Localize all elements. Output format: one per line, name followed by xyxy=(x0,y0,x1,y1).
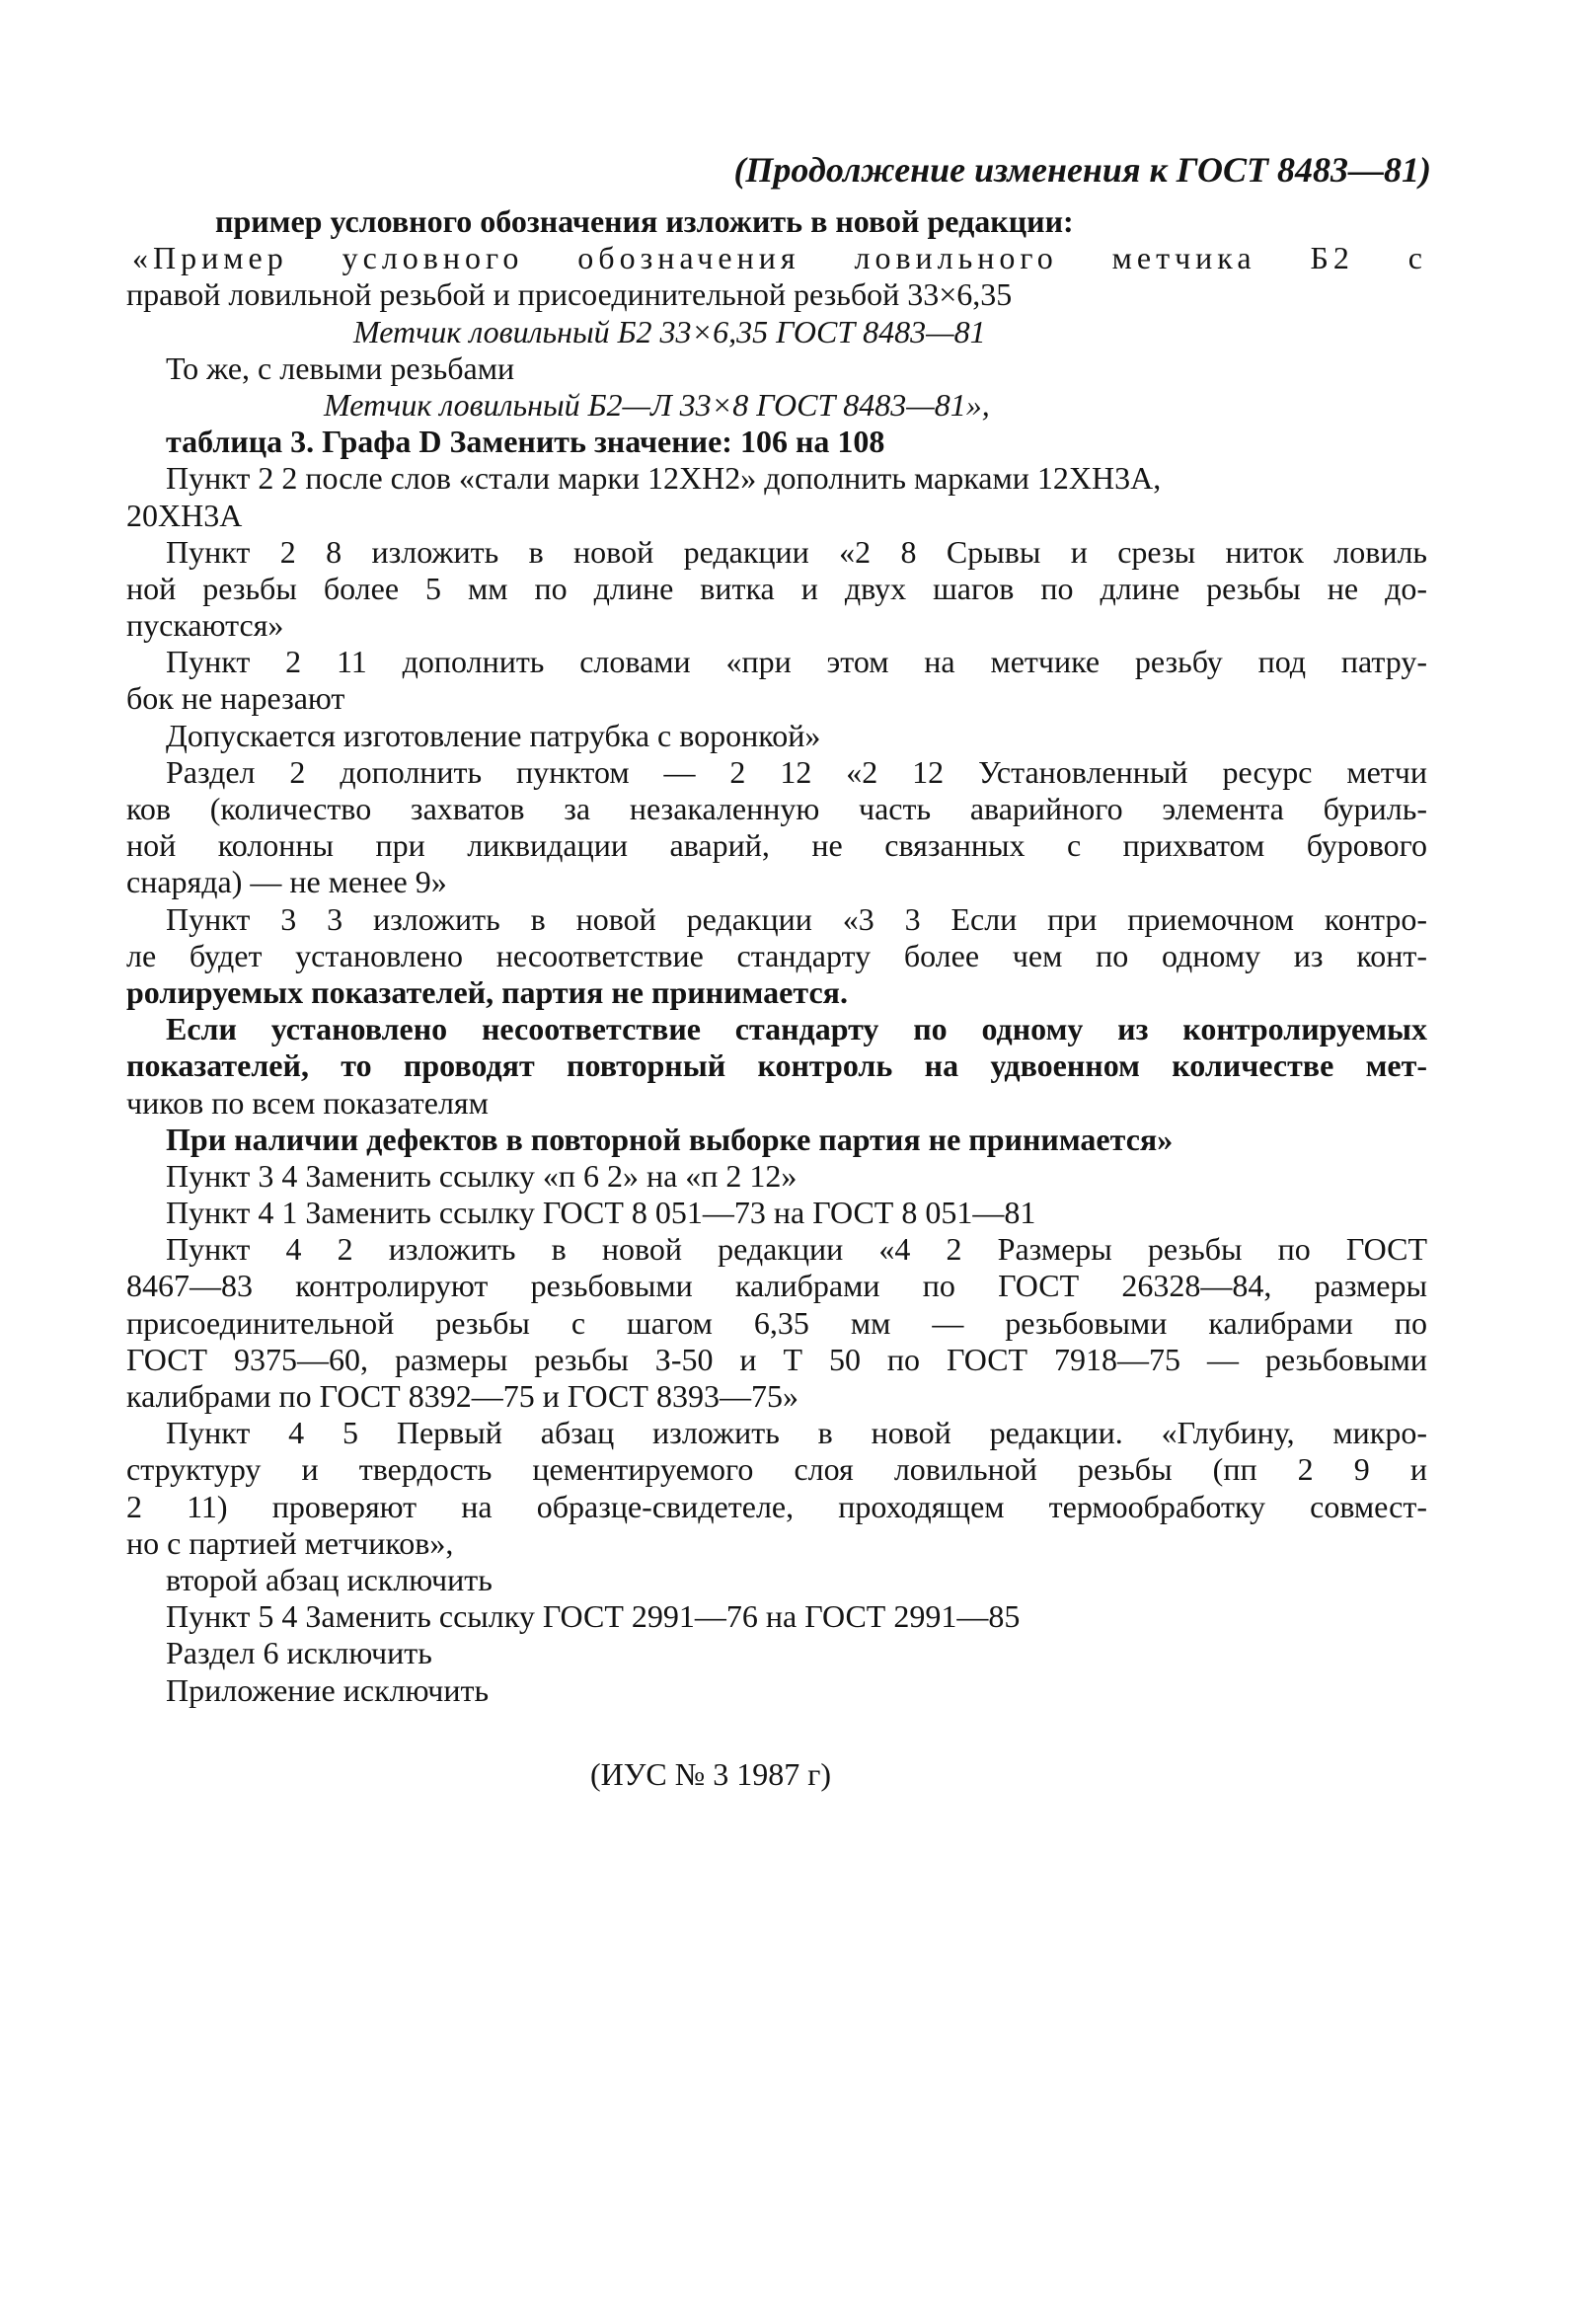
text-line: Пункт 2 2 после слов «стали марки 12ХН2» дополнить марками 12ХН3А, xyxy=(166,460,1162,497)
text-line: Пункт 2 8 изложить в новой редакции «2 8 Срывы и срезы ниток ловиль xyxy=(166,533,1427,570)
text-line: Метчик ловильный Б2 33×6,35 ГОСТ 8483—81 xyxy=(353,313,986,349)
text-line: присоединительной резьбы с шагом 6,35 мм — резьбовыми калибрами по xyxy=(126,1304,1427,1341)
page-header: (Продолжение изменения к ГОСТ 8483—81) xyxy=(733,150,1431,190)
text-line: 2 11) проверяют на образце-свидетеле, проходящем термообработку совмест- xyxy=(126,1488,1427,1524)
page-footer-reference: (ИУС № 3 1987 г) xyxy=(590,1755,832,1792)
text-line: 20ХН3А xyxy=(126,497,243,533)
text-line: чиков по всем показателям xyxy=(126,1084,489,1121)
text-line: второй абзац исключить xyxy=(166,1561,493,1597)
text-line: бок не нарезают xyxy=(126,680,345,717)
text-line: Раздел 2 дополнить пунктом — 2 12 «2 12 Установленный ресурс метчи xyxy=(166,753,1427,790)
text-line: То же, с левыми резьбами xyxy=(166,349,515,386)
text-line: ГОСТ 9375—60, размеры резьбы З-50 и Т 50 по ГОСТ 7918—75 — резьбовыми xyxy=(126,1341,1427,1377)
text-line: Если установлено несоответствие стандарту по одному из контролируемых xyxy=(166,1011,1427,1047)
text-line: ной резьбы более 5 мм по длине витка и двух шагов по длине резьбы не до- xyxy=(126,570,1427,606)
text-line: снаряда) — не менее 9» xyxy=(126,864,447,900)
text-line: показателей, то проводят повторный контроль на удвоенном количестве мет- xyxy=(126,1047,1427,1084)
text-line: пускаются» xyxy=(126,607,284,644)
text-line: При наличии дефектов в повторной выборке партия не принимается» xyxy=(166,1121,1174,1157)
text-line: Пункт 4 2 изложить в новой редакции «4 2 Размеры резьбы по ГОСТ xyxy=(166,1231,1427,1268)
text-line: ков (количество захватов за незакаленную часть аварийного элемента буриль- xyxy=(126,791,1427,826)
text-line: правой ловильной резьбой и присоединительной резьбой 33×6,35 xyxy=(126,276,1013,313)
text-line: Приложение исключить xyxy=(166,1671,490,1708)
text-line: «Пример условного обозначения ловильного метчика Б2 с xyxy=(132,240,1427,276)
text-line: пример условного обозначения изложить в новой редакции: xyxy=(215,203,1074,239)
text-line: ле будет установлено несоответствие стандарту более чем по одному из конт- xyxy=(126,937,1427,973)
text-line: Допускается изготовление патрубка с воронкой» xyxy=(166,717,821,753)
text-line: Раздел 6 исключить xyxy=(166,1635,432,1671)
text-line: ной колонны при ликвидации аварий, не связанных с прихватом бурового xyxy=(126,827,1427,864)
text-line: Пункт 3 4 Заменить ссылку «п 6 2» на «п 2 12» xyxy=(166,1157,798,1194)
text-line: но с партией метчиков», xyxy=(126,1524,454,1561)
text-line: Пункт 4 1 Заменить ссылку ГОСТ 8 051—73 на ГОСТ 8 051—81 xyxy=(166,1195,1036,1231)
text-line: Метчик ловильный Б2—Л 33×8 ГОСТ 8483—81», xyxy=(324,386,990,423)
text-line: 8467—83 контролируют резьбовыми калибрами по ГОСТ 26328—84, размеры xyxy=(126,1268,1427,1304)
text-line: Пункт 3 3 изложить в новой редакции «3 3 Если при приемочном контро- xyxy=(166,900,1427,937)
text-line: Пункт 4 5 Первый абзац изложить в новой редакции. «Глубину, микро- xyxy=(166,1415,1427,1451)
text-line: Пункт 2 11 дополнить словами «при этом на метчике резьбу под патру- xyxy=(166,644,1427,680)
text-line: Пункт 5 4 Заменить ссылку ГОСТ 2991—76 на ГОСТ 2991—85 xyxy=(166,1598,1021,1635)
text-line: калибрами по ГОСТ 8392—75 и ГОСТ 8393—75» xyxy=(126,1378,798,1414)
document-body xyxy=(126,203,1427,1793)
text-line: таблица 3. Графа D Заменить значение: 106 на 108 xyxy=(166,424,885,460)
spacer xyxy=(126,1709,1427,1756)
text-line: структуру и твердость цементируемого слоя ловильной резьбы (пп 2 9 и xyxy=(126,1451,1427,1488)
text-line: ролируемых показателей, партия не принимается. xyxy=(126,973,848,1010)
